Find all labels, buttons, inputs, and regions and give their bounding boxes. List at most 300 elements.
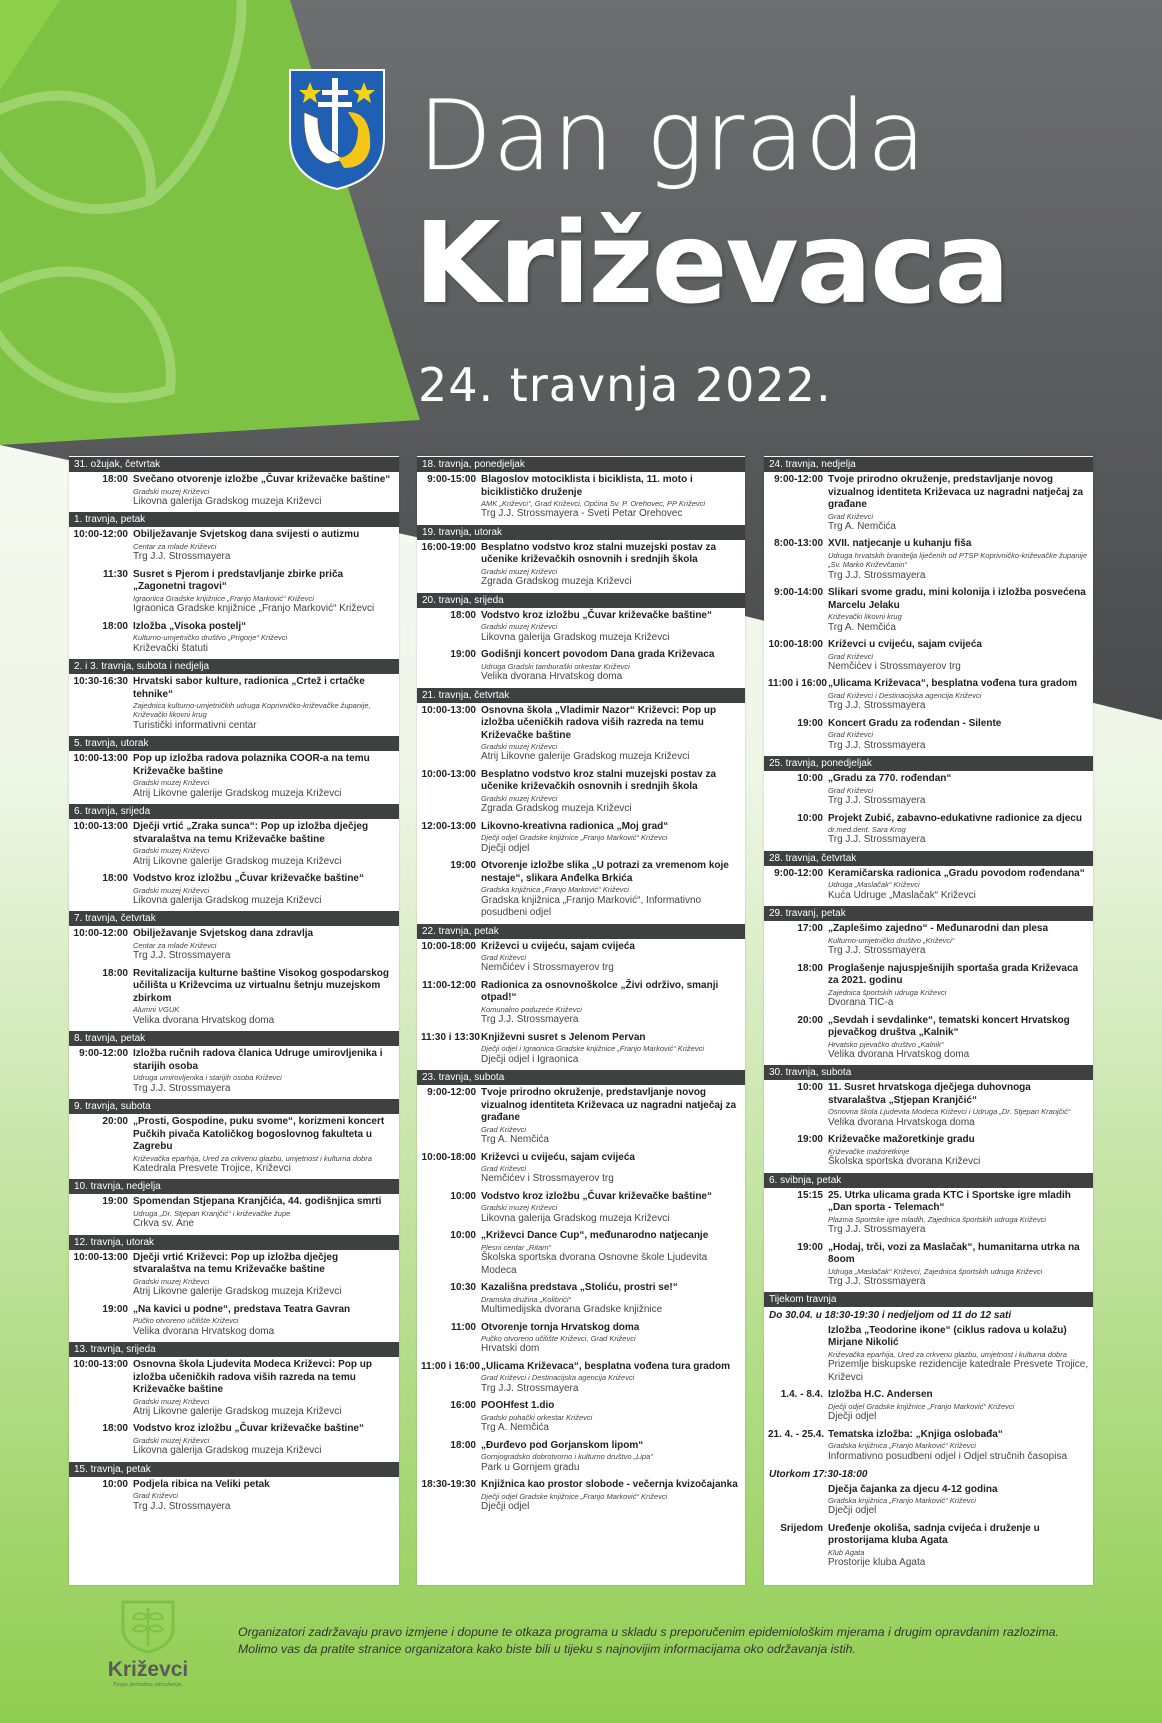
event-title: Izložba ručnih radova članica Udruge umirovljenika i starijih osoba [133,1048,383,1072]
event-row [69,1357,399,1421]
event-time: 20:00 [797,1014,823,1026]
event-body [133,1048,395,1095]
event-time: 10:00-13:00 [73,753,128,765]
event-title: Križevačke mažoretkinje gradu [828,1134,975,1146]
event-row [417,608,745,647]
event-body [481,1479,741,1513]
event-body [133,529,395,563]
event-time: 10:30 [450,1282,476,1294]
event-title: Vodstvo kroz izložbu „Čuvar križevačke baštine“ [481,1190,712,1202]
event-place: Dvorana TIC-a [828,997,894,1008]
event-place: Kuća Udruge „Maslačak“ Križevci [828,889,976,901]
event-organizer: Udruga umirovljenika i starijih osoba Križevci [133,1073,282,1083]
event-row [764,585,1093,637]
event-time: 10:00-18:00 [421,940,476,952]
event-title: Križevci u cvijeću, sajam cvijeća [481,1151,635,1163]
event-place: Trg J.J. Strossmayera [828,1275,926,1287]
event-row [69,1421,399,1460]
event-time: 10:00 [450,1230,476,1242]
event-row [417,703,745,767]
event-organizer: Gradski muzej Križevci [481,1203,558,1213]
event-time: 18:00 [102,1423,128,1435]
event-body [828,639,1089,673]
event-title: Križevci u cvijeću, sajam cvijeća [481,940,635,952]
event-row [417,1189,745,1228]
day-header: 7. travnja, četvrtak [69,911,399,926]
event-place: Atrij Likovne galerije Gradskog muzeja Križevci [133,787,342,799]
event-body [828,1523,1089,1570]
event-body [481,941,741,975]
event-row [69,819,399,871]
event-title: Blagoslov motociklista i biciklista, 11. moto i biciklističko druženje [481,474,693,498]
event-title: Kazališna predstava „Stoliću, prostri se!“ [481,1282,678,1294]
event-organizer: Grad Križevci i Destinacijska agencija Križevci [828,690,982,700]
event-organizer: Gradski muzej Križevci [133,1435,210,1445]
event-organizer: AMK „Križevci“, Grad Križevci, Općina Sv. P. Orehovec, PP Križevci [481,499,706,508]
event-organizer: Zajednica kulturno-umjetničkih udruga Koprivničko-križevačke županije, Križevački likovni krug [133,701,371,720]
event-row [417,767,745,819]
event-title: Obilježavanje Svjetskog dana zdravlja [133,928,314,940]
day-header: 6. svibnja, petak [764,1173,1093,1188]
event-place: Nemčićev i Strossmayerov trg [828,660,961,672]
day-header: 28. travnja, četvrtak [764,851,1093,866]
event-organizer: Gradski muzej Križevci [133,885,210,895]
day-header: 21. travnja, četvrtak [417,688,745,703]
event-title: „Ulicama Križevaca“, besplatna vođena tura gradom [828,678,1077,690]
event-body [828,1082,1089,1129]
event-place: Atrij Likovne galerije Gradskog muzeja Križevci [133,1405,342,1417]
day-header: 25. travnja, ponedjeljak [764,756,1093,771]
event-row [417,858,745,922]
event-title: Hrvatski sabor kulture, radionica „Crtež i crtačke tehnike“ [133,676,365,700]
event-row [69,619,399,658]
event-organizer: Pučko otvoreno učilište Križevci [133,1316,239,1326]
disclaimer-note: Organizatori zadržavaju pravo izmjene i dopune te otkaza programa u skladu s preporučenim epidemiološkim mjerama i drugim opravdanim razlozima. Molimo vas da pratite stranice organizatora kako biste bili u tijeku s najnovijim informacijama oko održavanja istih. [238,1625,1059,1657]
event-place: Trg A. Nemčića [481,1422,549,1434]
event-place: Hrvatski dom [481,1343,540,1355]
event-row [417,939,745,978]
event-place: Dječji odjel [481,1500,530,1512]
event-body [481,1282,741,1316]
event-body [133,569,395,616]
event-organizer: Gradski muzej Križevci [481,566,558,576]
event-title: Dječji vrtić „Zraka sunca“: Pop up izložba dječjeg stvaralaštva na temu Križevačke baštine [133,821,369,845]
event-organizer: Gradski muzej Križevci [481,793,558,803]
event-title: Križevci u cvijeću, sajam cvijeća [828,639,982,650]
event-title: Tematska izložba: „Knjiga oslobađa“ [828,1428,1003,1440]
event-title: Književni susret s Jelenom Pervan [481,1031,646,1043]
event-row [417,1438,745,1477]
event-organizer: Grad Križevci [828,511,874,521]
event-time: 19:00 [102,1303,128,1315]
event-organizer: Komunalno poduzeće Križevci [481,1004,582,1014]
event-row [69,567,399,619]
event-time: 10:00-12:00 [73,928,128,940]
day-header: 19. travnja, utorak [417,525,745,540]
event-organizer: Dramska družina „Kolibrići“ [481,1294,572,1304]
day-header: 30. travnja, subota [764,1065,1093,1080]
event-organizer: Udruga hrvatskih branitelja liječenih od PTSP Koprivničko-križevačke županije „Sv. Marko Križevčanin“ [828,550,1088,570]
event-time: 16:00-19:00 [421,541,476,553]
event-title: Otvorenje izložbe slika „U potrazi za vremenom koje nestaje“, slikara Anđelka Brkića [481,860,729,884]
day-header: 6. travnja, srijeda [69,804,399,819]
event-row [764,771,1093,810]
event-organizer: Gradski muzej Križevci [133,1276,210,1286]
event-row [417,647,745,686]
event-place: Likovna galerija Gradskog muzeja Križevci [133,495,322,507]
event-organizer: Gradska knjižnica „Franjo Marković“ Križevci [828,1441,976,1451]
event-title: „Križevci Dance Cup“, međunarodno natjecanje [481,1230,709,1242]
event-place: Trg A. Nemčića [481,1134,549,1145]
event-time: 18:00 [102,967,128,979]
event-organizer: Plazma Sportske igre mladih, Zajednica športskih udruga Križevci [828,1214,1047,1224]
event-time: Srijedom [780,1522,823,1534]
program-column-3 [764,456,1093,1585]
day-header: 22. travnja, petak [417,924,745,939]
event-body [828,474,1089,533]
event-time: 11:30 [102,568,128,580]
event-place: Trg J.J. Strossmayera [828,795,926,806]
event-title: Vodstvo kroz izložbu „Čuvar križevačke baštine“ [133,873,364,884]
day-header: 24. travnja, nedjelja [764,457,1093,472]
event-title: Izložba „Visoka postelj“ [133,620,247,632]
event-row [417,978,745,1030]
event-place: Trg J.J. Strossmayera [828,1224,926,1235]
event-body [481,769,741,816]
event-title: Svečano otvorenje izložbe „Čuvar križevačke baštine“ [133,474,391,485]
event-place: Prostorije kluba Agata [828,1557,926,1569]
event-title: Besplatno vodstvo kroz stalni muzejski postav za učenike križevačkih osnovnih i srednjih škola [481,541,717,566]
event-row [764,1387,1093,1426]
event-title: Spomendan Stjepana Kranjčića, 44. godišnjica smrti [133,1196,382,1208]
event-time: 10:30-16:30 [73,676,128,687]
city-coat-of-arms [288,68,386,191]
event-body [133,1423,395,1457]
event-body [481,705,741,764]
event-row [764,472,1093,536]
event-organizer: Udruga „Maslačak“ Križevci [828,880,920,890]
event-title: „Hodaj, trči, vozi za Maslačak“, humanitarna utrka na 8oom [828,1241,1080,1265]
event-title: „Sevdah i sevdalinke“, tematski koncert Hrvatskog pjevačkog društva „Kalnik“ [828,1014,1070,1038]
event-place: Likovna galerija Gradskog muzeja Križevci [133,1445,322,1457]
event-title: Besplatno vodstvo kroz stalni muzejski postav za učenike križevačkih osnovnih i srednjih škola [481,768,717,793]
event-title: Koncert Gradu za rođendan - Silente [828,717,1002,729]
event-organizer: Centar za mlade Križevci [133,940,217,950]
event-body [481,610,741,644]
event-row [69,1302,399,1341]
event-time: 19:00 [797,717,823,729]
event-title: „Gradu za 770. rođendan“ [828,773,952,785]
event-body [481,1440,741,1474]
event-organizer: Klub Agata [828,1547,865,1557]
event-row [417,1398,745,1437]
event-row [764,866,1093,905]
event-time: 11:00 i 16:00 [768,678,827,690]
event-time: 10:00 [102,1478,128,1490]
event-time: 9:00-12:00 [427,1087,476,1099]
event-row [764,961,1093,1013]
event-organizer: Grad Križevci [481,953,527,962]
event-body [828,1484,1089,1518]
event-body [828,718,1089,752]
event-row [764,1188,1093,1240]
event-title: Godišnji koncert povodom Dana grada Križevaca [481,649,715,661]
event-organizer: Grad Križevci [481,1164,527,1173]
event-organizer: Gradski muzej Križevci [481,622,558,632]
event-row [417,1477,745,1516]
event-row [417,1280,745,1319]
event-place: Prizemlje biskupske rezidencije katedrale Presvete Trojice, Križevci [828,1359,1089,1383]
event-body [828,773,1089,807]
event-title: Slikari svome gradu, mini kolonija i izložba posvećena Marcelu Jelaku [828,587,1086,611]
event-place: Turistički informativni centar [133,719,257,731]
event-time: 10:00 [797,812,823,824]
event-organizer: Kulturno-umjetničko društvo „Križevci“ [828,935,955,945]
event-time: 10:00-13:00 [73,821,128,833]
event-organizer: Udruga „Dr. Stjepan Kranjčić“ i križevačke župe [133,1208,291,1218]
event-place: Likovna galerija Gradskog muzeja Križevci [481,631,670,643]
event-time: 18:00 [797,962,823,974]
day-header: 12. travnja, utorak [69,1235,399,1250]
schedule-note: Utorkom 17:30-18:00 [769,1469,868,1480]
event-time [768,1484,828,1518]
event-place: Informativno posudbeni odjel i Odjel stručnih časopisa [828,1450,1068,1462]
day-header: 1. travnja, petak [69,512,399,527]
event-time: 10:00-12:00 [73,529,128,541]
event-row [764,637,1093,676]
event-title: Proglašenje najuspješnijih sportaša grada Križevaca za 2021. godinu [828,962,1079,987]
event-time: 17:00 [797,923,823,935]
krizevci-logo [98,1598,198,1708]
event-row [764,811,1093,850]
event-title: Radionica za osnovnoškolce „Živi održivo, smanji otpad!“ [481,979,719,1004]
event-body [828,1429,1089,1463]
event-title: „Ulicama Križevaca“, besplatna vođena tura gradom [481,1360,730,1372]
event-place: Likovna galerija Gradskog muzeja Križevci [133,894,322,906]
event-place: Križevački štatuti [133,642,209,654]
event-body [481,1322,741,1356]
day-header: 23. travnja, subota [417,1070,745,1085]
event-row [764,1013,1093,1065]
event-time: 1.4. - 8.4. [780,1389,823,1401]
event-row [417,472,745,524]
event-title: Uređenje okoliša, sadnja cvijeća i druženje u prostorijama kluba Agata [828,1522,1040,1547]
event-title: Dječja čajanka za djecu 4-12 godina [828,1483,998,1495]
day-header: 9. travnja, subota [69,1099,399,1114]
event-place: Nemčićev i Strossmayerov trg [481,1173,614,1185]
event-row [764,921,1093,960]
event-place: Likovna galerija Gradskog muzeja Križevci [481,1212,670,1224]
event-place: Velika dvorana Hrvatskog doma [481,671,623,682]
event-title: 25. Utrka ulicama grada KTC i Sportske igre mladih „Dan sporta - Telemach“ [828,1189,1071,1214]
event-organizer: Igraonica Gradske knjižnice „Franjo Marković“ Križevci [133,593,314,603]
event-row [69,472,399,511]
event-title: „Prosti, Gospodine, puku svome“, korizmeni koncert Pučkih pivača Katoličkog bogoslovnog fakulteta u Zagrebu [133,1116,385,1152]
event-organizer: Gradski muzej Križevci [133,778,210,788]
event-body [133,621,395,655]
event-place: Crkva sv. Ane [133,1218,194,1230]
event-time: 18:00 [450,609,476,621]
event-place: Trg J.J. Strossmayera [481,1014,579,1026]
event-title: „Zaplešimo zajedno“ - Međunarodni dan plesa [828,923,1049,935]
title-line2: Križevaca [414,199,1009,329]
event-organizer: Udruga Gradski tamburaški orkestar Križevci [481,661,630,671]
event-body [828,963,1089,1010]
event-organizer: Udruga „Maslačak“ Križevci, Zajednica športskih udruga Križevci [828,1266,1043,1276]
event-body [481,542,741,589]
title-line1: Dan grada [418,80,927,192]
event-row [69,674,399,735]
event-time: 9:00-15:00 [427,474,476,485]
event-organizer: Dječji odjel i Igraonica Gradske knjižnice „Franjo Marković“ Križevci [481,1044,704,1054]
event-organizer: Dječji odjel Gradske knjižnice „Franjo Marković“ Križevci [481,1491,668,1501]
event-organizer: Hrvatsko pjevačko društvo „Kalnik“ [828,1039,944,1049]
event-row [417,1320,745,1359]
event-body [481,1230,741,1277]
event-time: 19:00 [102,1196,128,1208]
event-place: Dječji odjel [481,842,530,854]
event-row [764,676,1093,715]
event-place: Atrij Likovne galerije Gradskog muzeja Križevci [133,855,342,867]
event-row [69,871,399,910]
event-row [764,1323,1093,1387]
event-body [481,821,741,855]
event-time: 19:00 [797,1134,823,1146]
event-body [133,1252,395,1299]
event-time: 10:00 [797,773,823,785]
leaf-logo-icon [119,1598,177,1654]
event-organizer: Dječji odjel Gradske knjižnice „Franjo Marković“ Križevci [828,1401,1015,1411]
event-title: Osnovna škola „Vladimir Nazor“ Križevci: Pop up izložba učeničkih radova viših razreda na temu Križevačke baštine [481,704,717,741]
event-title: POOHfest 1.dio [481,1400,555,1412]
event-row [764,1080,1093,1132]
event-time: 9:00-12:00 [79,1048,128,1060]
event-title: Susret s Pjerom i predstavljanje zbirke priča „Zagonetni tragovi“ [133,568,344,593]
event-organizer: Gornjogradsko dobrotvorno i kulturno društvo „Lipa“ [481,1452,653,1462]
event-organizer: Grad Križevci [828,651,874,661]
day-header: 20. travnja, srijeda [417,593,745,608]
event-time: 11:30 i 13:30 [421,1031,480,1043]
event-title: Izložba „Teodorine ikone“ (ciklus radova u kolažu) Mirjane Nikolić [828,1324,1067,1349]
event-time: 10:00 [797,1082,823,1094]
event-time: 10:00-13:00 [421,704,476,716]
event-time: 10:00-18:00 [768,639,823,650]
event-title: XVII. natjecanje u kuhanju fiša [828,538,972,550]
event-place: Trg J.J. Strossmayera [133,1082,231,1094]
event-time: 10:00-18:00 [421,1151,476,1163]
event-time: 11:00-12:00 [422,979,476,991]
event-row [764,716,1093,755]
event-organizer: Dječji odjel Gradske knjižnice „Franjo Marković“ Križevci [481,833,668,843]
event-time: 21. 4. - 25.4. [768,1428,825,1440]
event-body [481,1191,741,1225]
event-title: Vodstvo kroz izložbu „Čuvar križevačke baštine“ [133,1423,364,1435]
logo-name: Križevci [107,1658,189,1681]
event-body [481,1361,741,1395]
event-body [133,928,395,962]
event-place: Školska sportska dvorana Osnovne škole Ljudevita Modeca [481,1252,708,1276]
event-title: Knjižnica kao prostor slobode - večernja kvizočajanka [481,1479,738,1490]
event-row [764,1132,1093,1171]
day-header: 15. travnja, petak [69,1462,399,1477]
event-organizer: Grad Križevci [481,1124,527,1134]
event-place: Dječji odjel [828,1411,877,1423]
day-header: 31. ožujak, četvrtak [69,457,399,472]
event-body [133,474,395,508]
event-time: 15:15 [797,1189,823,1201]
event-organizer: Gradska knjižnica „Franjo Marković“ Križevci [481,885,629,895]
event-place: Trg A. Nemčića [828,520,896,532]
event-place: Trg J.J. Strossmayera [133,551,231,563]
event-organizer: Grad Križevci [133,1491,179,1501]
event-body [828,1134,1089,1168]
event-place: Velika dvorana Hrvatskoga doma [828,1116,975,1128]
event-place: Trg J.J. Strossmayera [481,1382,579,1394]
event-organizer: Gradski puhački orkestar Križevci [481,1412,593,1422]
event-title: „Đurđevo pod Gorjanskom lipom“ [481,1439,644,1451]
event-organizer: Alumni VGUK [133,1005,180,1015]
event-organizer: Centar za mlade Križevci [133,541,217,551]
event-body [828,678,1089,712]
event-place: Trg J.J. Strossmayera [828,834,926,846]
event-organizer: Grad Križevci i Destinacijska agencija Križevci [481,1373,635,1383]
event-row [417,1228,745,1280]
event-time: 19:00 [797,1241,823,1253]
event-place: Gradska knjižnica „Franjo Marković“, Informativno posudbeni odjel [481,894,702,918]
event-place: Dječji odjel i Igraonica [481,1053,579,1065]
day-header: 18. travnja, ponedjeljak [417,457,745,472]
event-organizer: Križevački likovni krug [828,612,902,622]
event-place: Atrij Likovne galerije Gradskog muzeja Križevci [481,751,690,763]
day-header: Tijekom travnja [764,1292,1093,1307]
event-title: Vodstvo kroz izložbu „Čuvar križevačke baštine“ [481,609,712,621]
event-time: 11:00 [450,1321,476,1333]
event-time [768,1325,828,1384]
event-organizer: Križevačka eparhija, Ured za crkvenu glazbu, umjetnost i kulturna dobra [828,1349,1067,1359]
event-body [828,538,1089,582]
day-header: 2. i 3. travnja, subota i nedjelja [69,659,399,674]
event-place: Trg J.J. Strossmayera - Sveti Petar Orehovec [481,508,683,520]
event-body [133,1359,395,1418]
event-time: 18:00 [450,1439,476,1451]
event-body [481,860,741,919]
event-body [828,1242,1089,1289]
event-time: 9:00-12:00 [774,867,823,879]
event-row [417,1085,745,1149]
event-title: Revitalizacija kulturne baštine Visokog gospodarskog učilišta u Križevcima uz virtualnu šetnju muzejskom zbirkom [133,967,389,1004]
day-header: 8. travnja, petak [69,1031,399,1046]
event-place: Igraonica Gradske knjižnice „Franjo Marković“ Križevci [133,603,375,615]
logo-slogan: Tvoje prirodno okruženje. [112,1682,184,1688]
event-row [69,1477,399,1516]
event-place: Školska sportska dvorana Križevci [828,1156,981,1168]
event-body [133,1116,395,1175]
schedule-note: Do 30.04. u 18:30-19:30 i nedjeljom od 11 do 12 sati [769,1310,1012,1322]
event-time: 16:00 [450,1400,476,1412]
event-title: 11. Susret hrvatskoga dječjega duhovnoga stvaralaštva „Stjepan Kranjčić“ [828,1082,1031,1106]
event-time: 12:00-13:00 [421,820,476,832]
event-row [764,1240,1093,1292]
event-place: Velika dvorana Hrvatskog doma [828,1048,970,1060]
event-organizer: Gradski muzej Križevci [481,742,558,751]
event-row [69,1114,399,1178]
event-organizer: Zajednica športskih udruga Križevci [828,987,947,997]
event-body [481,1087,741,1146]
event-row [69,1194,399,1233]
event-title: Projekt Zubić, zabavno-edukativne radionice za djecu [828,812,1082,824]
event-title: Likovno-kreativna radionica „Moj grad“ [481,820,669,832]
event-time: 10:00-13:00 [73,1359,128,1370]
